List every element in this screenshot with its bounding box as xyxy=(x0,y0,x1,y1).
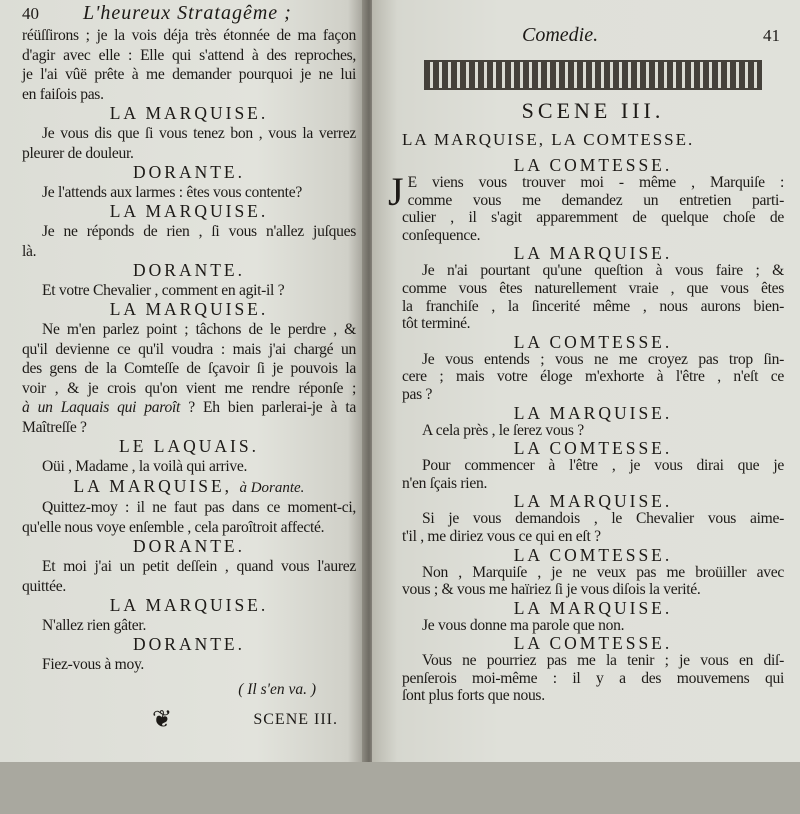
text-line: qu'elle nous voye enſemble , cela paroîtroit affecté. xyxy=(22,518,325,536)
text-line: Si je vous demandois , le Chevalier vous aime- xyxy=(422,510,784,528)
speaker-name: LA COMTESSE. xyxy=(513,331,673,352)
speaker-name: DORANTE. xyxy=(133,536,245,557)
text-line: qu'il devienne ce qu'il voudra : mais j'ai chargé un xyxy=(22,340,356,358)
scene-cast: LA MARQUISE, LA COMTESSE. xyxy=(402,130,695,149)
right-page xyxy=(372,0,800,762)
text-line: A cela près , le ſerez vous ? xyxy=(422,421,584,439)
speaker-heading xyxy=(22,163,356,183)
speaker-name: LA MARQUISE. xyxy=(513,491,673,512)
text-line: Oüi , Madame , la voilà qui arrive. xyxy=(42,458,248,476)
speaker-heading xyxy=(22,104,356,124)
text-line: réüſſirons ; je la vois déja très étonnée de ma façon xyxy=(22,27,356,44)
text-line: Et votre Chevalier , comment en agit-il ? xyxy=(42,281,285,299)
page-number: 40 xyxy=(22,4,39,23)
left-page xyxy=(0,0,366,762)
italic-text: à un Laquais qui paroît xyxy=(22,399,181,417)
speech xyxy=(22,477,356,538)
speech xyxy=(22,300,356,437)
speaker-heading xyxy=(402,333,784,351)
text-line: des gens de la Comteſſe de ſçavoir ſi je pouvois la xyxy=(22,360,356,378)
speech xyxy=(402,333,784,404)
text-line: voir , & je crois qu'on vient me rendre réponſe ; xyxy=(22,379,356,397)
speaker-name: LA MARQUISE. xyxy=(513,243,673,264)
text-line: comme vous êtes naturellement vraie , que vous êtes xyxy=(402,279,784,297)
speaker-name: LA MARQUISE, xyxy=(73,475,233,496)
speaker-heading xyxy=(402,156,784,174)
speech xyxy=(22,635,356,674)
running-head xyxy=(402,24,784,48)
text-line: Quittez-moy : il ne faut pas dans ce moment-ci, xyxy=(42,499,356,517)
scene-title: SCENE III. xyxy=(521,98,665,123)
speaker-name: LA MARQUISE. xyxy=(109,299,269,320)
speaker-name: LA COMTESSE. xyxy=(513,633,673,654)
text-line: comme vous me demandez un entretien parti- xyxy=(407,191,784,209)
text-line: ſont plus forts que nous. xyxy=(402,687,545,705)
speaker-name: DORANTE. xyxy=(133,260,245,281)
running-title: L'heureux Stratagême ; xyxy=(83,2,292,24)
headpiece-ornament xyxy=(424,60,762,90)
speaker-name: LA MARQUISE. xyxy=(109,595,269,616)
speaker-heading xyxy=(402,634,784,652)
speaker-heading xyxy=(22,202,356,222)
running-title: Comedie. xyxy=(522,24,599,46)
text-line: E viens vous trouver moi - même , Marquiſe : xyxy=(407,174,784,191)
running-head xyxy=(22,2,356,26)
text-line: conſequence. xyxy=(402,226,481,244)
drop-cap: J xyxy=(388,169,404,214)
speaker-heading xyxy=(402,546,784,564)
speaker-name: LA MARQUISE. xyxy=(109,201,269,222)
text-line: Je n'ai pourtant qu'une queſtion à vous faire ; & xyxy=(422,262,784,280)
speaker-heading xyxy=(22,635,356,655)
text-line: Non , Marquiſe , je ne veux pas me broüiller avec xyxy=(422,563,784,581)
speech xyxy=(22,261,356,300)
text-line: t'il , me diriez vous ce qui en eſt ? xyxy=(402,527,601,545)
speaker-heading xyxy=(402,404,784,422)
speaker-note: à Dorante. xyxy=(239,479,305,496)
speech xyxy=(402,244,784,332)
text-line: N'allez rien gâter. xyxy=(42,616,147,634)
speech xyxy=(402,492,784,545)
text-line: tôt terminé. xyxy=(402,315,471,333)
speaker-heading xyxy=(22,300,356,320)
speaker-heading xyxy=(22,477,356,499)
speaker-name: LA MARQUISE. xyxy=(109,103,269,124)
right-page-text xyxy=(388,155,784,705)
text-line: Je l'attends aux larmes : êtes vous contente? xyxy=(42,183,302,201)
fleuron-ornament-icon: ❦ xyxy=(152,706,173,733)
text-line: Maîtreſſe ? xyxy=(22,418,87,436)
speech xyxy=(22,202,356,261)
speaker-name: LE LAQUAIS. xyxy=(119,436,259,457)
speech xyxy=(402,634,784,705)
speaker-heading xyxy=(22,261,356,281)
speaker-heading xyxy=(22,596,356,616)
speech xyxy=(402,599,784,635)
text-line: Je ne réponds de rien , ſi vous n'allez juſques xyxy=(42,222,356,240)
text-segment: ? Eh bien parlerai-je à ta xyxy=(180,399,356,417)
speaker-name: LA COMTESSE. xyxy=(513,544,673,565)
text-line: penſerois moi-même : il y a des mouvemens qui xyxy=(402,669,784,687)
text-line: Pour commencer à l'être , je vous dirai que je xyxy=(422,457,784,475)
text-line xyxy=(22,398,356,418)
speaker-name: LA COMTESSE. xyxy=(513,438,673,459)
stage-direction: ( Il s'en va. ) xyxy=(238,680,316,698)
speaker-heading xyxy=(402,244,784,262)
text-line: Fiez-vous à moy. xyxy=(42,656,145,673)
text-line: culier , il s'agit apparemment de quelque choſe de xyxy=(402,209,784,227)
text-line: la franchiſe , la ſincerité même , nous aurons bien- xyxy=(402,297,784,315)
text-line: Ne m'en parlez point ; tâchons de le perdre , & xyxy=(42,320,356,338)
page-number: 41 xyxy=(763,26,780,45)
text-line: je l'ai vûë prête à me demander pourquoi je ne lui xyxy=(22,66,356,84)
text-line: quittée. xyxy=(22,577,66,595)
text-line: vous ; & vous me haïriez ſi je vous diſois la verité. xyxy=(402,581,701,599)
text-line: pleurer de douleur. xyxy=(22,144,134,162)
left-page-text xyxy=(22,26,356,675)
speaker-heading xyxy=(402,492,784,510)
speaker-heading xyxy=(22,537,356,557)
text-line: là. xyxy=(22,242,37,260)
speech xyxy=(22,437,356,476)
speaker-heading xyxy=(402,599,784,617)
speech xyxy=(402,404,784,440)
text-line: cere ; mais votre éloge m'exhorte à l'être , n'eſt ce xyxy=(402,368,784,386)
text-line: pas ? xyxy=(402,385,433,403)
speech xyxy=(402,439,784,492)
speech xyxy=(22,163,356,202)
speaker-name: DORANTE. xyxy=(133,634,245,655)
page-footer xyxy=(22,705,356,735)
speech xyxy=(22,537,356,596)
text-line: Je vous donne ma parole que non. xyxy=(422,616,625,634)
text-line: n'en ſçais rien. xyxy=(402,474,488,492)
text-line: Je vous dis que ſi vous tenez bon , vous la verrez xyxy=(42,124,356,142)
text-line: Et moi j'ai un petit deſſein , quand vous l'aurez xyxy=(42,558,356,576)
speech xyxy=(22,104,356,163)
speaker-name: LA COMTESSE. xyxy=(513,155,673,175)
text-line: Je vous entends ; vous ne me croyez pas trop ſin- xyxy=(422,350,784,368)
text-line: Vous ne pourriez pas me la tenir ; je vous en diſ- xyxy=(422,652,784,670)
speaker-name: LA MARQUISE. xyxy=(513,597,673,618)
speech xyxy=(22,596,356,635)
text-line: d'agir avec elle : Elle qui s'attend à des reproches, xyxy=(22,46,356,64)
speaker-name: LA MARQUISE. xyxy=(513,402,673,423)
speaker-name: DORANTE. xyxy=(133,162,245,183)
speech xyxy=(402,546,784,599)
speech xyxy=(388,155,784,244)
catchword: SCENE III. xyxy=(253,710,338,728)
speaker-heading xyxy=(22,437,356,457)
text-line: en faiſois pas. xyxy=(22,85,104,103)
speaker-heading xyxy=(402,439,784,457)
